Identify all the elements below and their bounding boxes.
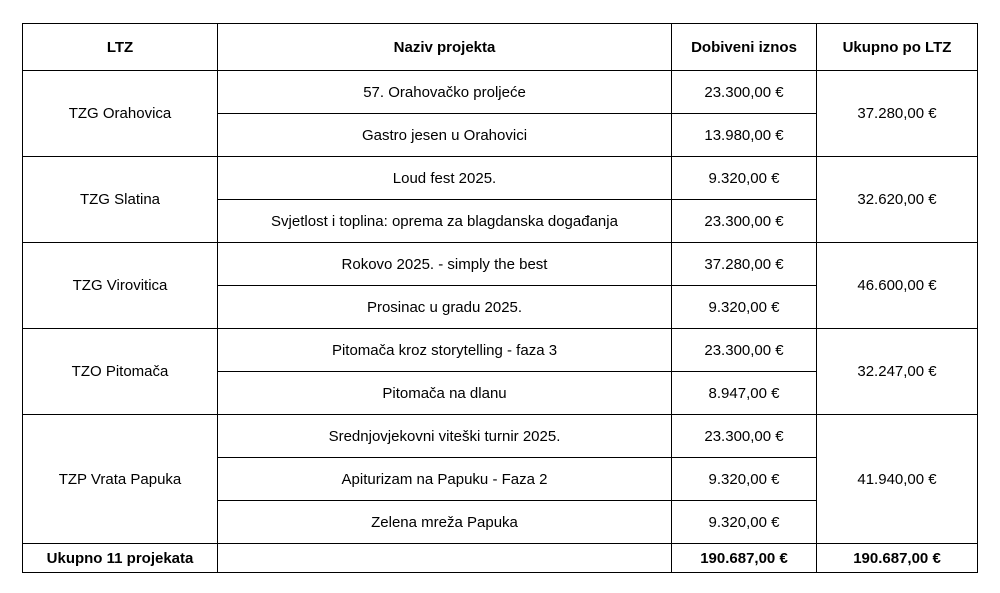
footer-amount: 190.687,00 € <box>672 544 817 573</box>
project-name-cell: Pitomača na dlanu <box>218 372 672 415</box>
table-header <box>23 24 978 71</box>
footer-total: 190.687,00 € <box>817 544 978 573</box>
amount-cell: 23.300,00 € <box>672 329 817 372</box>
amount-cell: 8.947,00 € <box>672 372 817 415</box>
project-name-cell: Srednjovjekovni viteški turnir 2025. <box>218 415 672 458</box>
ltz-cell: TZG Orahovica <box>23 71 218 157</box>
ltz-cell: TZG Virovitica <box>23 243 218 329</box>
table-row <box>23 157 978 200</box>
table-body <box>23 71 978 544</box>
project-name-cell: Loud fest 2025. <box>218 157 672 200</box>
footer-row <box>23 544 978 573</box>
table-row <box>23 415 978 458</box>
amount-cell: 9.320,00 € <box>672 286 817 329</box>
project-name-cell: Zelena mreža Papuka <box>218 501 672 544</box>
amount-cell: 23.300,00 € <box>672 200 817 243</box>
header-project-name: Naziv projekta <box>218 24 672 71</box>
amount-cell: 23.300,00 € <box>672 71 817 114</box>
table-row <box>23 243 978 286</box>
amount-cell: 37.280,00 € <box>672 243 817 286</box>
amount-cell: 9.320,00 € <box>672 157 817 200</box>
header-ltz: LTZ <box>23 24 218 71</box>
footer-label: Ukupno 11 projekata <box>23 544 218 573</box>
amount-cell: 9.320,00 € <box>672 501 817 544</box>
amount-cell: 23.300,00 € <box>672 415 817 458</box>
ltz-cell: TZO Pitomača <box>23 329 218 415</box>
amount-cell: 13.980,00 € <box>672 114 817 157</box>
project-name-cell: Gastro jesen u Orahovici <box>218 114 672 157</box>
footer-project <box>218 544 672 573</box>
ltz-total-cell: 37.280,00 € <box>817 71 978 157</box>
table-row <box>23 71 978 114</box>
project-name-cell: Pitomača kroz storytelling - faza 3 <box>218 329 672 372</box>
project-name-cell: Rokovo 2025. - simply the best <box>218 243 672 286</box>
header-row <box>23 24 978 71</box>
ltz-cell: TZG Slatina <box>23 157 218 243</box>
project-name-cell: Svjetlost i toplina: oprema za blagdanska događanja <box>218 200 672 243</box>
ltz-cell: TZP Vrata Papuka <box>23 415 218 544</box>
project-name-cell: Apiturizam na Papuku - Faza 2 <box>218 458 672 501</box>
project-name-cell: Prosinac u gradu 2025. <box>218 286 672 329</box>
project-name-cell: 57. Orahovačko proljeće <box>218 71 672 114</box>
projects-table <box>22 23 978 573</box>
amount-cell: 9.320,00 € <box>672 458 817 501</box>
ltz-total-cell: 41.940,00 € <box>817 415 978 544</box>
header-amount: Dobiveni iznos <box>672 24 817 71</box>
ltz-total-cell: 32.620,00 € <box>817 157 978 243</box>
ltz-total-cell: 46.600,00 € <box>817 243 978 329</box>
header-total-per-ltz: Ukupno po LTZ <box>817 24 978 71</box>
table-footer <box>23 544 978 573</box>
table-row <box>23 329 978 372</box>
ltz-total-cell: 32.247,00 € <box>817 329 978 415</box>
